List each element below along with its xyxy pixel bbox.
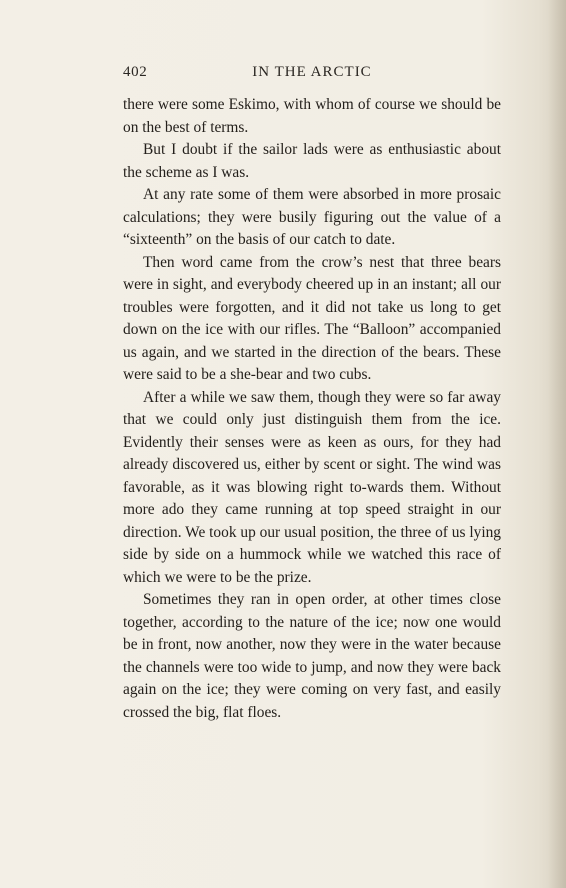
paragraph: After a while we saw them, though they were so far away that we could only just distinguish them from the ice. Evidently their senses were as keen as ours, for they had already discovered us, either by scent or sight. The wind was favorable, as it was blowing right to-wards them. Without more ado they came running at top speed straight in our direction. We took up our usual position, the three of us lying side by side on a hummock while we watched this race of which we were to be the prize. [123,388,501,586]
body-text [123,94,501,724]
paragraph: But I doubt if the sailor lads were as enthusiastic about the scheme as I was. [123,141,501,181]
running-head: IN THE ARCTIC [252,64,372,80]
paragraph: At any rate some of them were absorbed in more prosaic calculations; they were busily figuring out the value of a “sixteenth” on the basis of our catch to date. [123,186,501,248]
page-header [123,64,501,86]
paragraph: there were some Eskimo, with whom of course we should be on the best of terms. [123,96,501,136]
paragraph: Then word came from the crow’s nest that three bears were in sight, and everybody cheered up in an instant; all our troubles were forgotten, and it did not take us long to get down on the ice with our rifles. The “Balloon” accompanied us again, and we started in the direction of the bears. These were said to be a she-bear and two cubs. [123,253,501,383]
paragraph: Sometimes they ran in open order, at other times close together, according to the nature of the ice; now one would be in front, now another, now they were in the water because the channels were too wide to jump, and now they were back again on the ice; they were coming on very fast, and easily crossed the big, flat floes. [123,591,501,721]
page-number: 402 [123,64,148,80]
